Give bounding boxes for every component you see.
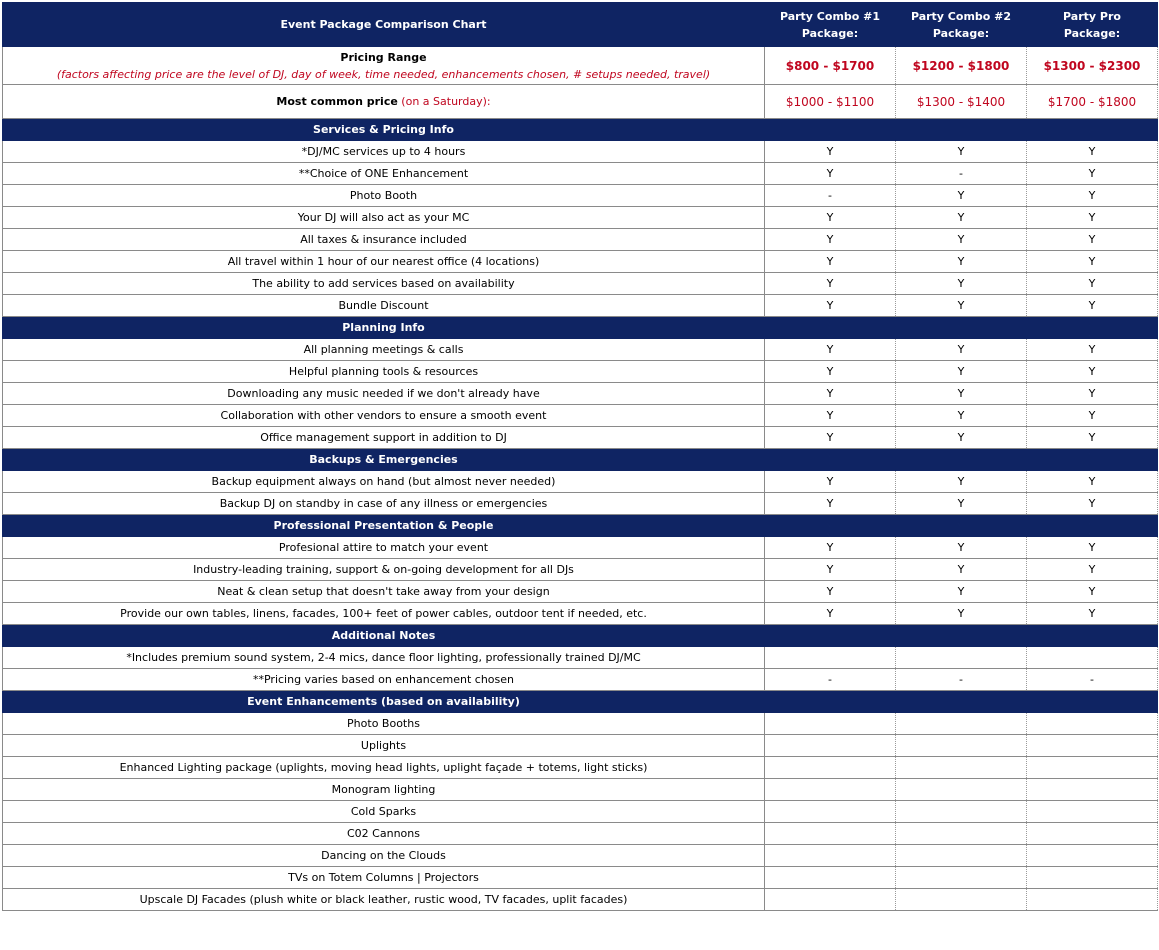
feature-label: Photo Booths bbox=[3, 713, 765, 735]
feature-value-3 bbox=[1027, 779, 1158, 801]
feature-value-1: Y bbox=[765, 273, 896, 295]
package-comparison-table bbox=[2, 2, 1158, 911]
feature-value-1: Y bbox=[765, 207, 896, 229]
pricing-range-note: (factors affecting price are the level of DJ, day of week, time needed, enhancements chosen, # setups needed, travel) bbox=[56, 67, 711, 81]
header-row bbox=[3, 3, 1158, 47]
feature-value-3: Y bbox=[1027, 603, 1158, 625]
feature-value-3: Y bbox=[1027, 185, 1158, 207]
feature-value-3 bbox=[1027, 647, 1158, 669]
common-price-value-1: $1000 - $1100 bbox=[765, 85, 896, 119]
feature-row bbox=[3, 581, 1158, 603]
feature-value-3: Y bbox=[1027, 471, 1158, 493]
feature-label: Monogram lighting bbox=[3, 779, 765, 801]
common-price-label: Most common price bbox=[276, 95, 398, 108]
common-price-row bbox=[3, 85, 1158, 119]
section-header-row bbox=[3, 515, 1158, 537]
feature-value-1 bbox=[765, 779, 896, 801]
section-header-blank bbox=[765, 515, 896, 537]
feature-value-2: Y bbox=[896, 405, 1027, 427]
feature-value-1 bbox=[765, 867, 896, 889]
feature-value-1 bbox=[765, 757, 896, 779]
feature-label: Collaboration with other vendors to ensure a smooth event bbox=[3, 405, 765, 427]
section-header-blank bbox=[765, 625, 896, 647]
feature-value-2: Y bbox=[896, 361, 1027, 383]
section-header-blank bbox=[1027, 317, 1158, 339]
feature-row bbox=[3, 647, 1158, 669]
feature-row bbox=[3, 405, 1158, 427]
common-price-note: (on a Saturday): bbox=[397, 95, 491, 108]
section-header-blank bbox=[1027, 119, 1158, 141]
feature-label: *DJ/MC services up to 4 hours bbox=[3, 141, 765, 163]
feature-label: Backup equipment always on hand (but almost never needed) bbox=[3, 471, 765, 493]
package-suffix: Package: bbox=[1063, 26, 1121, 40]
feature-row bbox=[3, 889, 1158, 911]
feature-value-2: Y bbox=[896, 251, 1027, 273]
common-price-value-2: $1300 - $1400 bbox=[896, 85, 1027, 119]
feature-value-2: Y bbox=[896, 141, 1027, 163]
feature-value-3: Y bbox=[1027, 251, 1158, 273]
feature-value-1: - bbox=[765, 669, 896, 691]
feature-value-3 bbox=[1027, 889, 1158, 911]
pricing-range-label: Pricing Range bbox=[340, 50, 427, 64]
section-header-blank bbox=[896, 625, 1027, 647]
feature-value-2 bbox=[896, 779, 1027, 801]
section-header-blank bbox=[765, 317, 896, 339]
package-name: Party Pro bbox=[1063, 9, 1121, 23]
feature-value-3 bbox=[1027, 867, 1158, 889]
feature-value-1: Y bbox=[765, 581, 896, 603]
feature-label: Enhanced Lighting package (uplights, moving head lights, uplight façade + totems, light sticks) bbox=[3, 757, 765, 779]
feature-value-3 bbox=[1027, 845, 1158, 867]
feature-value-1: Y bbox=[765, 229, 896, 251]
feature-value-2 bbox=[896, 647, 1027, 669]
feature-label: Uplights bbox=[3, 735, 765, 757]
feature-label: All travel within 1 hour of our nearest office (4 locations) bbox=[3, 251, 765, 273]
feature-row bbox=[3, 295, 1158, 317]
section-header-row bbox=[3, 119, 1158, 141]
feature-row bbox=[3, 823, 1158, 845]
pricing-range-label-cell bbox=[3, 47, 765, 85]
package-name: Party Combo #1 bbox=[779, 9, 881, 23]
feature-value-1: Y bbox=[765, 295, 896, 317]
feature-value-2: Y bbox=[896, 493, 1027, 515]
feature-value-3 bbox=[1027, 823, 1158, 845]
feature-value-2 bbox=[896, 823, 1027, 845]
feature-value-3: Y bbox=[1027, 229, 1158, 251]
feature-row bbox=[3, 273, 1158, 295]
feature-label: Industry-leading training, support & on-going development for all DJs bbox=[3, 559, 765, 581]
feature-value-3: Y bbox=[1027, 559, 1158, 581]
feature-value-1: Y bbox=[765, 163, 896, 185]
feature-row bbox=[3, 757, 1158, 779]
feature-value-1: Y bbox=[765, 251, 896, 273]
feature-value-1: Y bbox=[765, 603, 896, 625]
section-header-blank bbox=[765, 119, 896, 141]
feature-row bbox=[3, 361, 1158, 383]
feature-label: Office management support in addition to DJ bbox=[3, 427, 765, 449]
feature-value-3: Y bbox=[1027, 141, 1158, 163]
feature-row bbox=[3, 559, 1158, 581]
feature-value-1: Y bbox=[765, 405, 896, 427]
feature-value-2 bbox=[896, 889, 1027, 911]
section-header-blank bbox=[896, 691, 1027, 713]
feature-value-3: - bbox=[1027, 669, 1158, 691]
feature-row bbox=[3, 845, 1158, 867]
feature-value-2: Y bbox=[896, 427, 1027, 449]
package-header-2 bbox=[896, 3, 1027, 47]
feature-row bbox=[3, 801, 1158, 823]
feature-row bbox=[3, 603, 1158, 625]
feature-row bbox=[3, 493, 1158, 515]
feature-label: C02 Cannons bbox=[3, 823, 765, 845]
feature-value-3: Y bbox=[1027, 581, 1158, 603]
section-title: Event Enhancements (based on availability) bbox=[3, 691, 765, 713]
section-header-blank bbox=[1027, 449, 1158, 471]
feature-label: Profesional attire to match your event bbox=[3, 537, 765, 559]
section-title: Backups & Emergencies bbox=[3, 449, 765, 471]
feature-value-1 bbox=[765, 823, 896, 845]
section-header-blank bbox=[896, 449, 1027, 471]
feature-value-3: Y bbox=[1027, 405, 1158, 427]
package-suffix: Package: bbox=[801, 26, 859, 40]
feature-value-2: - bbox=[896, 669, 1027, 691]
feature-row bbox=[3, 427, 1158, 449]
feature-row bbox=[3, 141, 1158, 163]
section-header-row bbox=[3, 625, 1158, 647]
section-header-row bbox=[3, 317, 1158, 339]
package-header-1 bbox=[765, 3, 896, 47]
feature-value-1: Y bbox=[765, 141, 896, 163]
feature-row bbox=[3, 207, 1158, 229]
feature-value-1: Y bbox=[765, 383, 896, 405]
section-header-blank bbox=[1027, 625, 1158, 647]
feature-row bbox=[3, 669, 1158, 691]
feature-value-2 bbox=[896, 801, 1027, 823]
feature-row bbox=[3, 185, 1158, 207]
pricing-range-value-3: $1300 - $2300 bbox=[1027, 47, 1158, 85]
feature-row bbox=[3, 163, 1158, 185]
feature-value-3: Y bbox=[1027, 163, 1158, 185]
feature-value-3: Y bbox=[1027, 493, 1158, 515]
feature-row bbox=[3, 735, 1158, 757]
feature-value-3 bbox=[1027, 735, 1158, 757]
feature-value-1 bbox=[765, 647, 896, 669]
feature-label: Downloading any music needed if we don't already have bbox=[3, 383, 765, 405]
section-title: Professional Presentation & People bbox=[3, 515, 765, 537]
feature-value-2: Y bbox=[896, 471, 1027, 493]
feature-value-1: Y bbox=[765, 493, 896, 515]
feature-label: *Includes premium sound system, 2-4 mics, dance floor lighting, professionally trained DJ/MC bbox=[3, 647, 765, 669]
feature-value-2: - bbox=[896, 163, 1027, 185]
feature-value-2 bbox=[896, 867, 1027, 889]
feature-value-2: Y bbox=[896, 581, 1027, 603]
feature-value-2 bbox=[896, 757, 1027, 779]
feature-value-1 bbox=[765, 889, 896, 911]
section-header-blank bbox=[765, 449, 896, 471]
package-suffix: Package: bbox=[932, 26, 990, 40]
feature-value-3: Y bbox=[1027, 295, 1158, 317]
feature-row bbox=[3, 471, 1158, 493]
feature-value-2: Y bbox=[896, 295, 1027, 317]
feature-value-3: Y bbox=[1027, 383, 1158, 405]
feature-label: Photo Booth bbox=[3, 185, 765, 207]
feature-label: **Pricing varies based on enhancement chosen bbox=[3, 669, 765, 691]
feature-value-1: - bbox=[765, 185, 896, 207]
feature-value-3 bbox=[1027, 757, 1158, 779]
feature-value-2: Y bbox=[896, 185, 1027, 207]
feature-value-1: Y bbox=[765, 361, 896, 383]
feature-label: **Choice of ONE Enhancement bbox=[3, 163, 765, 185]
feature-row bbox=[3, 229, 1158, 251]
feature-value-1 bbox=[765, 735, 896, 757]
feature-label: Backup DJ on standby in case of any illness or emergencies bbox=[3, 493, 765, 515]
feature-label: Dancing on the Clouds bbox=[3, 845, 765, 867]
feature-value-3: Y bbox=[1027, 537, 1158, 559]
feature-label: Upscale DJ Facades (plush white or black leather, rustic wood, TV facades, uplit facades) bbox=[3, 889, 765, 911]
feature-value-2 bbox=[896, 735, 1027, 757]
pricing-range-value-1: $800 - $1700 bbox=[765, 47, 896, 85]
feature-label: Neat & clean setup that doesn't take away from your design bbox=[3, 581, 765, 603]
feature-value-3 bbox=[1027, 801, 1158, 823]
section-header-blank bbox=[896, 317, 1027, 339]
feature-value-3 bbox=[1027, 713, 1158, 735]
feature-value-2: Y bbox=[896, 603, 1027, 625]
feature-label: Bundle Discount bbox=[3, 295, 765, 317]
section-header-blank bbox=[1027, 515, 1158, 537]
feature-value-2 bbox=[896, 845, 1027, 867]
common-price-label-cell bbox=[3, 85, 765, 119]
section-header-blank bbox=[765, 691, 896, 713]
section-header-blank bbox=[896, 515, 1027, 537]
feature-value-1: Y bbox=[765, 427, 896, 449]
feature-value-2 bbox=[896, 713, 1027, 735]
feature-value-2: Y bbox=[896, 339, 1027, 361]
feature-value-2: Y bbox=[896, 273, 1027, 295]
feature-label: The ability to add services based on availability bbox=[3, 273, 765, 295]
feature-value-2: Y bbox=[896, 229, 1027, 251]
feature-row bbox=[3, 779, 1158, 801]
feature-value-1: Y bbox=[765, 537, 896, 559]
feature-value-1 bbox=[765, 801, 896, 823]
feature-value-1: Y bbox=[765, 471, 896, 493]
feature-value-1 bbox=[765, 713, 896, 735]
feature-label: Provide our own tables, linens, facades, 100+ feet of power cables, outdoor tent if needed, etc. bbox=[3, 603, 765, 625]
feature-value-2: Y bbox=[896, 559, 1027, 581]
feature-label: All taxes & insurance included bbox=[3, 229, 765, 251]
feature-value-1: Y bbox=[765, 559, 896, 581]
feature-value-2: Y bbox=[896, 383, 1027, 405]
feature-label: All planning meetings & calls bbox=[3, 339, 765, 361]
section-header-row bbox=[3, 691, 1158, 713]
feature-value-3: Y bbox=[1027, 207, 1158, 229]
section-header-row bbox=[3, 449, 1158, 471]
section-header-blank bbox=[1027, 691, 1158, 713]
feature-row bbox=[3, 713, 1158, 735]
pricing-range-value-2: $1200 - $1800 bbox=[896, 47, 1027, 85]
feature-value-1 bbox=[765, 845, 896, 867]
feature-value-2: Y bbox=[896, 537, 1027, 559]
feature-value-3: Y bbox=[1027, 273, 1158, 295]
package-header-3 bbox=[1027, 3, 1158, 47]
feature-value-3: Y bbox=[1027, 427, 1158, 449]
chart-title: Event Package Comparison Chart bbox=[3, 3, 765, 47]
feature-label: Your DJ will also act as your MC bbox=[3, 207, 765, 229]
feature-row bbox=[3, 867, 1158, 889]
section-header-blank bbox=[896, 119, 1027, 141]
feature-row bbox=[3, 339, 1158, 361]
section-title: Additional Notes bbox=[3, 625, 765, 647]
section-title: Planning Info bbox=[3, 317, 765, 339]
feature-value-2: Y bbox=[896, 207, 1027, 229]
feature-label: Helpful planning tools & resources bbox=[3, 361, 765, 383]
pricing-range-row bbox=[3, 47, 1158, 85]
feature-value-1: Y bbox=[765, 339, 896, 361]
section-title: Services & Pricing Info bbox=[3, 119, 765, 141]
feature-label: Cold Sparks bbox=[3, 801, 765, 823]
feature-value-3: Y bbox=[1027, 361, 1158, 383]
feature-row bbox=[3, 383, 1158, 405]
feature-row bbox=[3, 251, 1158, 273]
common-price-value-3: $1700 - $1800 bbox=[1027, 85, 1158, 119]
feature-label: TVs on Totem Columns | Projectors bbox=[3, 867, 765, 889]
package-name: Party Combo #2 bbox=[910, 9, 1012, 23]
feature-value-3: Y bbox=[1027, 339, 1158, 361]
feature-row bbox=[3, 537, 1158, 559]
